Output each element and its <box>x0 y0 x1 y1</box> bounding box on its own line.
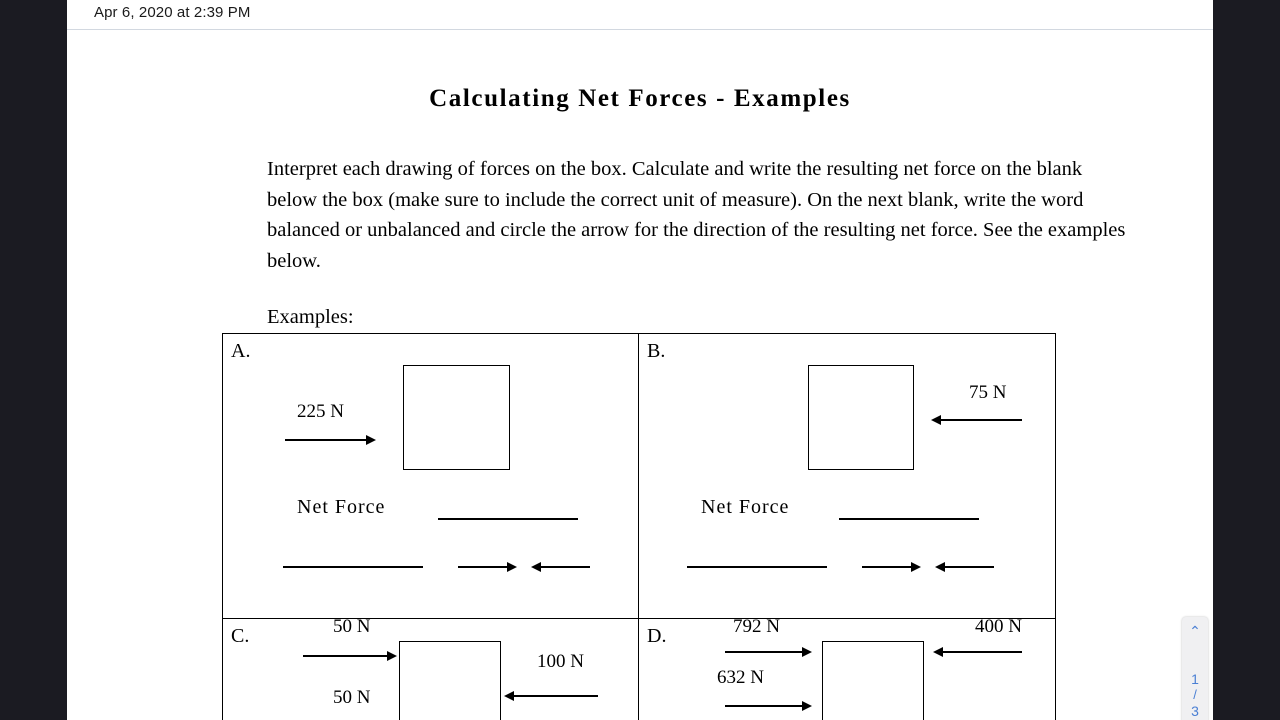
examples-label: Examples: <box>267 306 354 328</box>
force-label-a-1: 225 N <box>297 401 344 422</box>
cell-letter-c: C. <box>231 625 250 647</box>
total-pages-number: 3 <box>1191 703 1199 719</box>
net-force-label-b: Net Force <box>701 496 790 518</box>
balanced-blank-a <box>283 566 423 568</box>
example-cell-a <box>223 334 639 619</box>
cell-letter-d: D. <box>647 625 667 647</box>
force-label-d-3: 400 N <box>975 616 1022 637</box>
chevron-up-icon[interactable]: ⌃ <box>1189 623 1201 639</box>
direction-arrow-a-left-icon[interactable] <box>540 566 590 568</box>
examples-row-2 <box>223 616 1055 720</box>
net-force-blank-a <box>438 518 578 520</box>
force-box-a <box>403 365 510 470</box>
cell-letter-b: B. <box>647 340 666 362</box>
force-arrow-a-1-right-icon <box>285 439 367 441</box>
examples-row-1 <box>223 334 1055 619</box>
force-label-d-1: 792 N <box>733 616 780 637</box>
net-force-label-a: Net Force <box>297 496 386 518</box>
force-label-c-2: 50 N <box>333 687 371 708</box>
force-label-c-3: 100 N <box>537 651 584 672</box>
timestamp-label: Apr 6, 2020 at 2:39 PM <box>94 4 251 21</box>
direction-arrow-b-right-icon[interactable] <box>862 566 912 568</box>
force-arrow-d-1-right-icon <box>725 651 803 653</box>
document-page <box>67 0 1213 720</box>
force-box-b <box>808 365 914 470</box>
page-title: Calculating Net Forces - Examples <box>429 85 851 112</box>
balanced-blank-b <box>687 566 827 568</box>
force-box-d <box>822 641 924 720</box>
document-header-bar <box>67 0 1213 30</box>
direction-arrow-b-left-icon[interactable] <box>944 566 994 568</box>
force-box-c <box>399 641 501 720</box>
force-arrow-d-3-left-icon <box>942 651 1022 653</box>
examples-grid <box>222 333 1056 720</box>
force-arrow-c-3-left-icon <box>513 695 598 697</box>
example-cell-c <box>223 616 639 720</box>
force-arrow-d-2-right-icon <box>725 705 803 707</box>
force-label-d-2: 632 N <box>717 667 764 688</box>
example-cell-b <box>639 334 1055 619</box>
example-cell-d <box>639 616 1055 720</box>
direction-arrow-a-right-icon[interactable] <box>458 566 508 568</box>
cell-letter-a: A. <box>231 340 251 362</box>
force-arrow-c-1-right-icon <box>303 655 388 657</box>
page-navigator[interactable] <box>1182 617 1208 720</box>
instructions-paragraph: Interpret each drawing of forces on the box. Calculate and write the resulting net force on the blank below the box (make sure to include the correct unit of measure). On the next blank, write the word balanced or unbalanced and circle the arrow for the direction of the resulting net force. See the examples below. <box>267 158 1126 272</box>
force-label-c-1: 50 N <box>333 616 371 637</box>
force-arrow-b-1-left-icon <box>940 419 1022 421</box>
net-force-blank-b <box>839 518 979 520</box>
current-page-number: 1 <box>1191 671 1199 687</box>
page-separator: / <box>1193 687 1197 702</box>
force-label-b-1: 75 N <box>969 382 1007 403</box>
document-body <box>67 31 1213 720</box>
